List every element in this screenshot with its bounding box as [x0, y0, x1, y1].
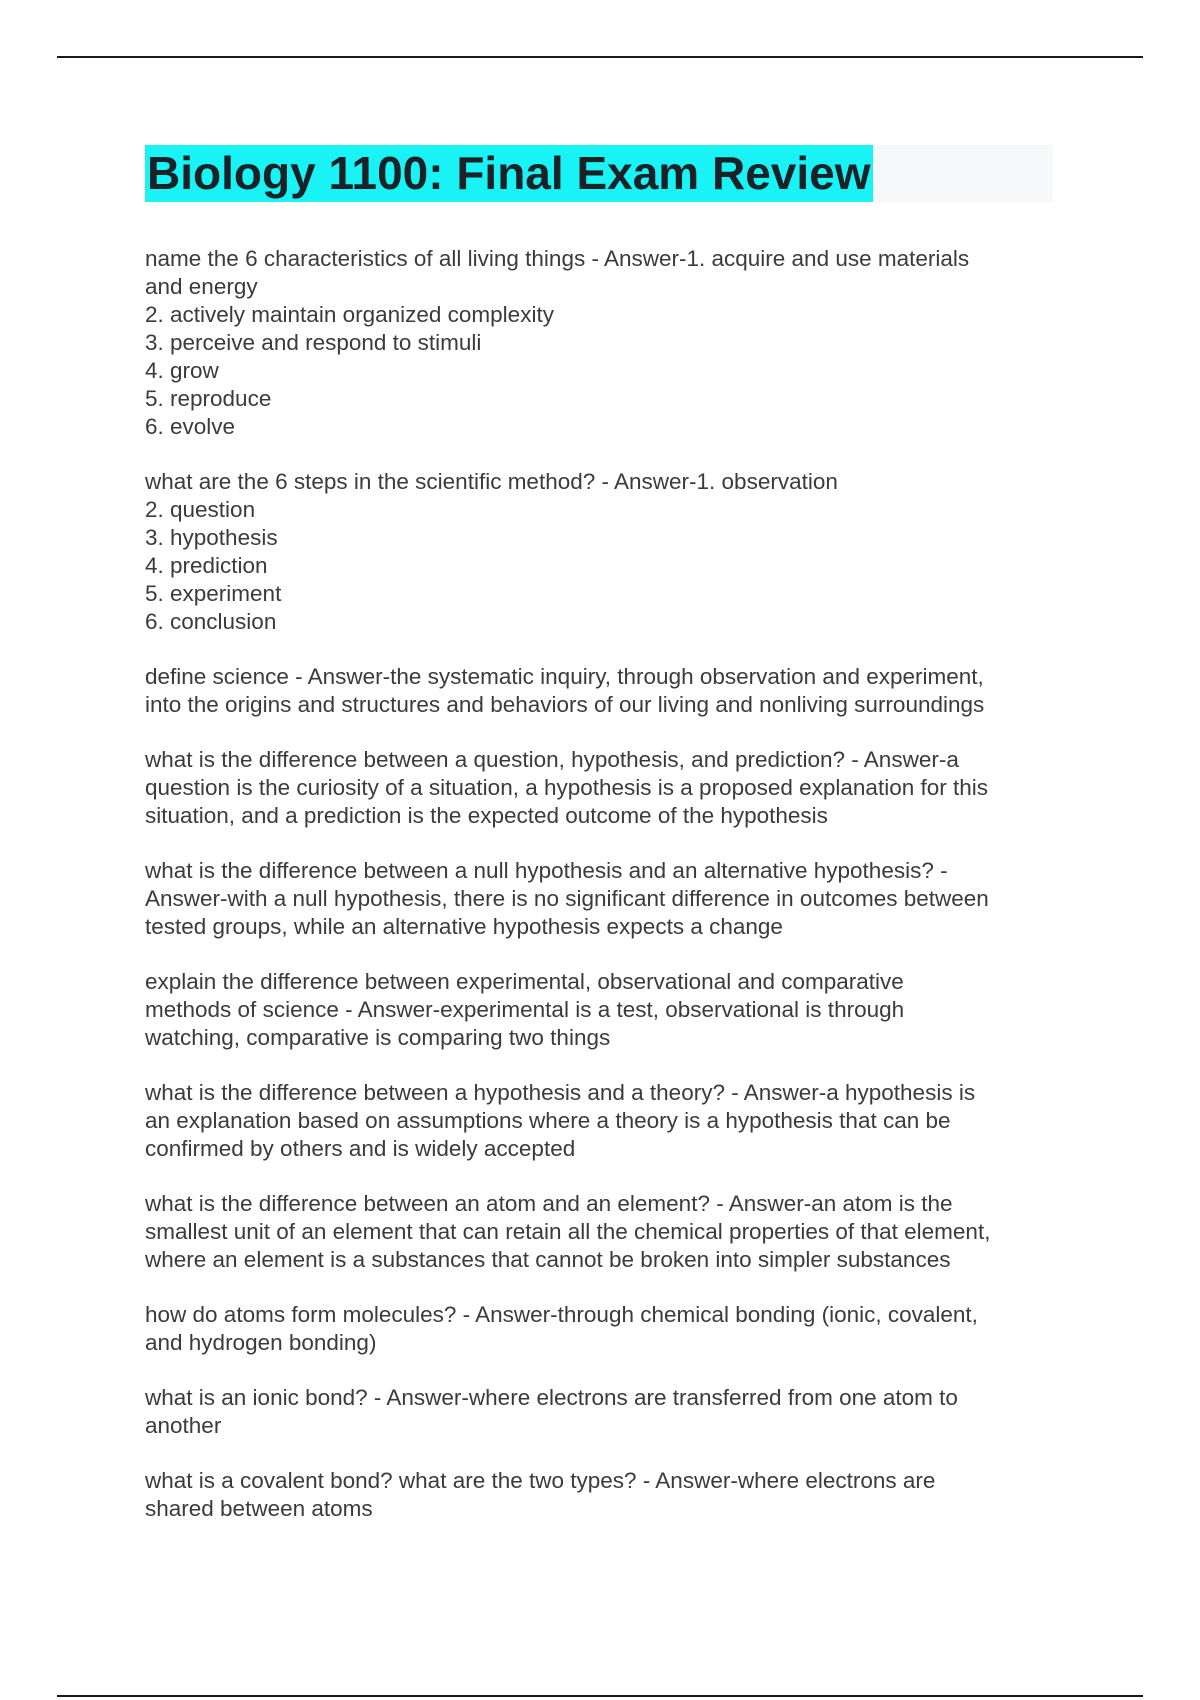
qa-entry — [145, 1190, 1065, 1274]
qa-entry — [145, 968, 1065, 1052]
qa-entry — [145, 857, 1065, 941]
qa-line: 5. experiment — [145, 581, 282, 606]
qa-entry — [145, 1384, 1065, 1440]
qa-line: tested groups, while an alternative hypothesis expects a change — [145, 914, 783, 939]
qa-line: 3. hypothesis — [145, 525, 278, 550]
qa-line: methods of science - Answer-experimental is a test, observational is through — [145, 997, 905, 1022]
qa-entry — [145, 746, 1065, 830]
page-title: Biology 1100: Final Exam Review — [145, 145, 873, 202]
qa-line: smallest unit of an element that can retain all the chemical properties of that element, — [145, 1219, 991, 1244]
qa-line: name the 6 characteristics of all living things - Answer-1. acquire and use materials — [145, 246, 970, 271]
qa-line: how do atoms form molecules? - Answer-through chemical bonding (ionic, covalent, — [145, 1302, 978, 1327]
qa-entry — [145, 245, 1065, 441]
qa-line: what is the difference between a hypothesis and a theory? - Answer-a hypothesis is — [145, 1080, 976, 1105]
qa-entry — [145, 1079, 1065, 1163]
qa-entry — [145, 1301, 1065, 1357]
qa-line: 6. evolve — [145, 414, 236, 439]
qa-line: and hydrogen bonding) — [145, 1330, 377, 1355]
qa-line: define science - Answer-the systematic inquiry, through observation and experiment, — [145, 664, 984, 689]
qa-line: 6. conclusion — [145, 609, 277, 634]
qa-line: 4. prediction — [145, 553, 268, 578]
qa-line: what is the difference between a question, hypothesis, and prediction? - Answer-a — [145, 747, 959, 772]
qa-line: 5. reproduce — [145, 386, 272, 411]
title-band — [145, 145, 1053, 202]
qa-line: what is a covalent bond? what are the two types? - Answer-where electrons are — [145, 1468, 936, 1493]
qa-line: what is the difference between an atom and an element? - Answer-an atom is the — [145, 1191, 953, 1216]
qa-line: another — [145, 1413, 222, 1438]
qa-line: confirmed by others and is widely accepted — [145, 1136, 576, 1161]
qa-entry — [145, 663, 1065, 719]
qa-line: 3. perceive and respond to stimuli — [145, 330, 482, 355]
qa-line: where an element is a substances that cannot be broken into simpler substances — [145, 1247, 951, 1272]
qa-line: what are the 6 steps in the scientific method? - Answer-1. observation — [145, 469, 838, 494]
qa-line: 4. grow — [145, 358, 219, 383]
qa-line: Answer-with a null hypothesis, there is no significant difference in outcomes between — [145, 886, 989, 911]
qa-line: an explanation based on assumptions where a theory is a hypothesis that can be — [145, 1108, 951, 1133]
qa-line: what is the difference between a null hypothesis and an alternative hypothesis? - — [145, 858, 948, 883]
qa-line: situation, and a prediction is the expected outcome of the hypothesis — [145, 803, 828, 828]
qa-entry — [145, 1467, 1065, 1523]
qa-line: shared between atoms — [145, 1496, 373, 1521]
qa-line: what is an ionic bond? - Answer-where electrons are transferred from one atom to — [145, 1385, 958, 1410]
qa-line: and energy — [145, 274, 258, 299]
qa-list — [145, 245, 1065, 1550]
qa-line: 2. actively maintain organized complexity — [145, 302, 554, 327]
qa-line: explain the difference between experimental, observational and comparative — [145, 969, 904, 994]
qa-line: watching, comparative is comparing two things — [145, 1025, 611, 1050]
qa-line: question is the curiosity of a situation, a hypothesis is a proposed explanation for this — [145, 775, 988, 800]
top-rule — [57, 56, 1143, 58]
bottom-rule — [57, 1695, 1143, 1697]
qa-line: into the origins and structures and behaviors of our living and nonliving surroundings — [145, 692, 985, 717]
qa-entry — [145, 468, 1065, 636]
qa-line: 2. question — [145, 497, 256, 522]
